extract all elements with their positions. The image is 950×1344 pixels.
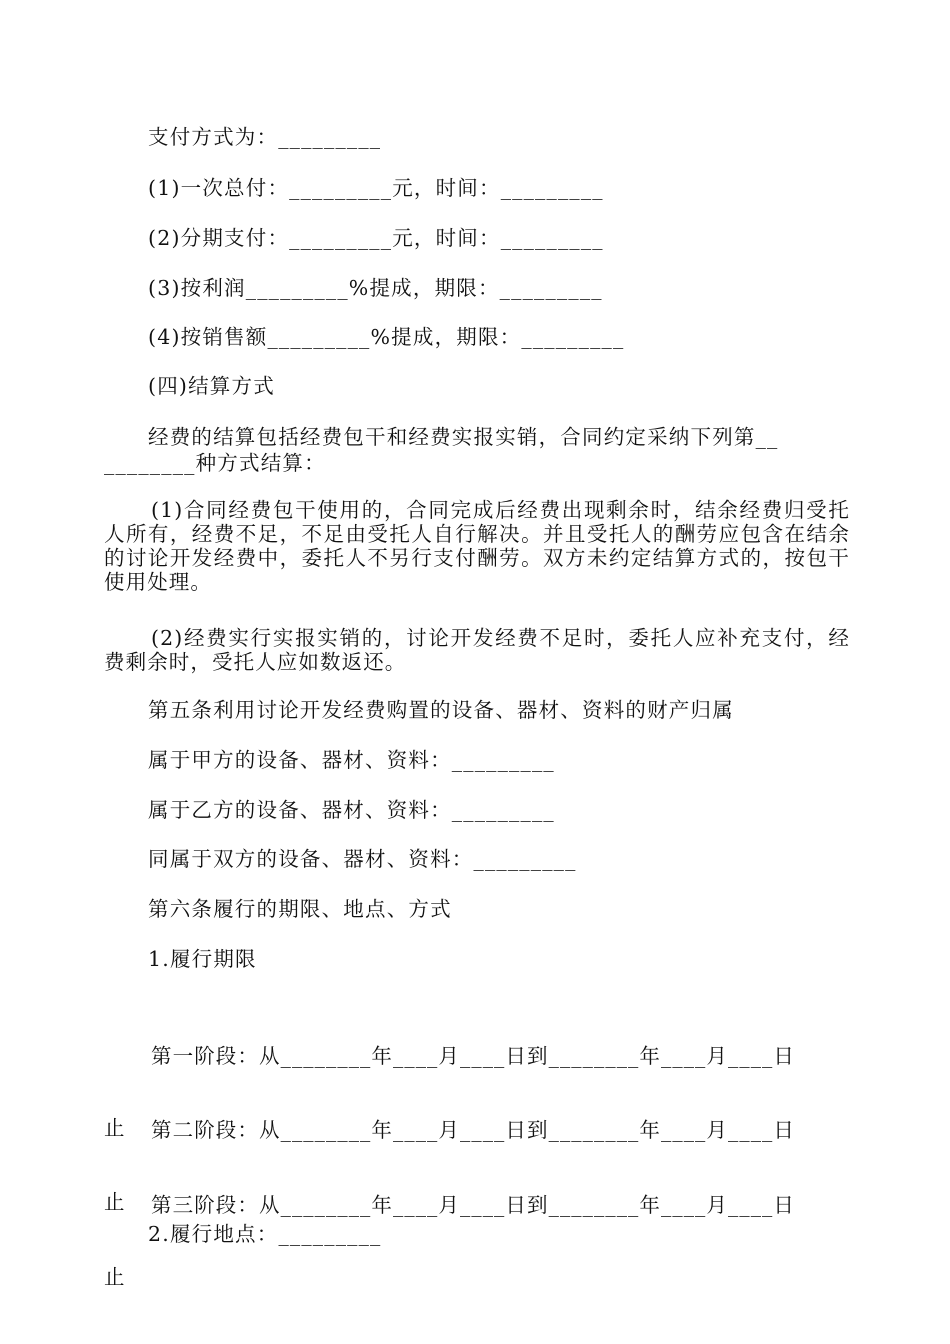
sales-share-line: (4)按销售额_________%提成，期限：_________ <box>148 325 625 349</box>
party-a-line: 属于甲方的设备、器材、资料：_________ <box>148 748 555 772</box>
stage-2-line: 第二阶段：从________年____月____日到________年____月____日 <box>151 1118 795 1142</box>
stage-2-end: 止 <box>104 1190 126 1214</box>
stage-1-end: 止 <box>104 1116 126 1140</box>
settlement-intro-line-2: ________种方式结算： <box>104 451 326 475</box>
stage-3-end: 止 <box>104 1265 126 1289</box>
settlement-intro-line-1: 经费的结算包括经费包干和经费实报实销，合同约定采纳下列第__ <box>148 425 779 449</box>
lump-sum-line: (1)一次总付：_________元，时间：_________ <box>148 176 604 200</box>
profit-share-line: (3)按利润_________%提成，期限：_________ <box>148 276 603 300</box>
term-heading: 1.履行期限 <box>148 947 257 971</box>
both-parties-line: 同属于双方的设备、器材、资料：_________ <box>148 847 577 871</box>
stage-1-line: 第一阶段：从________年____月____日到________年____月____日 <box>151 1044 795 1068</box>
payment-method-line: 支付方式为：_________ <box>148 125 382 149</box>
clause-1-paragraph: (1)合同经费包干使用的，合同完成后经费出现剩余时，结余经费归受托人所有，经费不足，不足由受托人自行解决。并且受托人的酬劳应包含在结余的讨论开发经费中，委托人不另行支付酬劳。双方未约定结算方式的，按包干使用处理。 <box>104 498 850 594</box>
stage-3-line: 第三阶段：从________年____月____日到________年____月____日 <box>151 1193 795 1217</box>
clause-2-paragraph: (2)经费实行实报实销的，讨论开发经费不足时，委托人应补充支付，经费剩余时，受托人应如数返还。 <box>104 626 850 674</box>
installments-line: (2)分期支付：_________元，时间：_________ <box>148 226 604 250</box>
settlement-heading: (四)结算方式 <box>148 374 275 398</box>
article-6-heading: 第六条履行的期限、地点、方式 <box>148 897 452 921</box>
party-b-line: 属于乙方的设备、器材、资料：_________ <box>148 798 555 822</box>
place-line: 2.履行地点：_________ <box>148 1222 382 1246</box>
article-5-heading: 第五条利用讨论开发经费购置的设备、器材、资料的财产归属 <box>148 698 734 722</box>
